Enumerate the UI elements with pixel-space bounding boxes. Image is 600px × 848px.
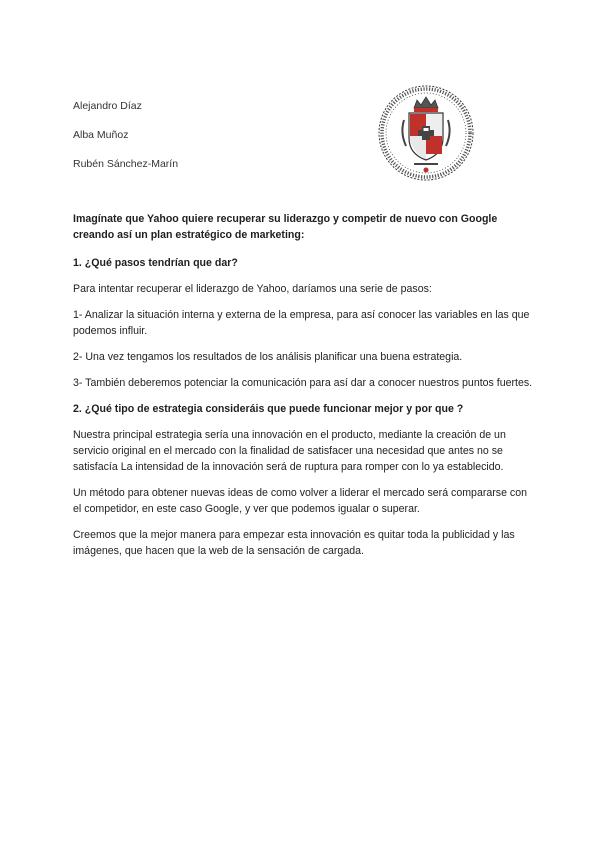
paragraph: 2- Una vez tengamos los resultados de los análisis planificar una buena estrategia. <box>73 351 463 363</box>
shield-icon <box>409 113 443 160</box>
paragraph: 1- Analizar la situación interna y externa de la empresa, para así conocer las variables en las que podemos influir. <box>73 309 530 337</box>
crown-icon <box>414 97 438 112</box>
document-body <box>73 211 535 569</box>
paragraph: Creemos que la mejor manera para empezar esta innovación es quitar toda la publicidad y las imágenes, que hacen que la web de la sensación de cargada. <box>73 529 515 557</box>
paragraph: 3- También deberemos potenciar la comunicación para así dar a conocer nuestros puntos fuertes. <box>73 377 533 389</box>
question-2-heading: 2. ¿Qué tipo de estrategia consideráis que puede funcionar mejor y por que ? <box>73 403 464 415</box>
author-name: Alba Muñoz <box>73 129 129 141</box>
author-name: Alejandro Díaz <box>73 100 142 112</box>
intro-statement: Imagínate que Yahoo quiere recuperar su liderazgo y competir de nuevo con Google creando así un plan estratégico de marketing: <box>73 213 498 241</box>
question-1-heading: 1. ¿Qué pasos tendrían que dar? <box>73 257 238 269</box>
paragraph: Nuestra principal estrategia sería una innovación en el producto, mediante la creación de un servicio original en el mercado con la finalidad de satisfacer una necesidad que antes no se satisfacía La intensidad de la innovación será de ruptura para romper con lo ya establecido. <box>73 429 506 473</box>
university-seal-logo <box>376 80 476 186</box>
paragraph: Un método para obtener nuevas ideas de como volver a liderar el mercado será compararse con el competidor, en este caso Google, y ver que podemos igualar o superar. <box>73 487 528 515</box>
author-list <box>73 99 178 186</box>
author-name: Rubén Sánchez-Marín <box>73 158 179 170</box>
paragraph: Para intentar recuperar el liderazgo de Yahoo, daríamos una serie de pasos: <box>73 283 432 295</box>
